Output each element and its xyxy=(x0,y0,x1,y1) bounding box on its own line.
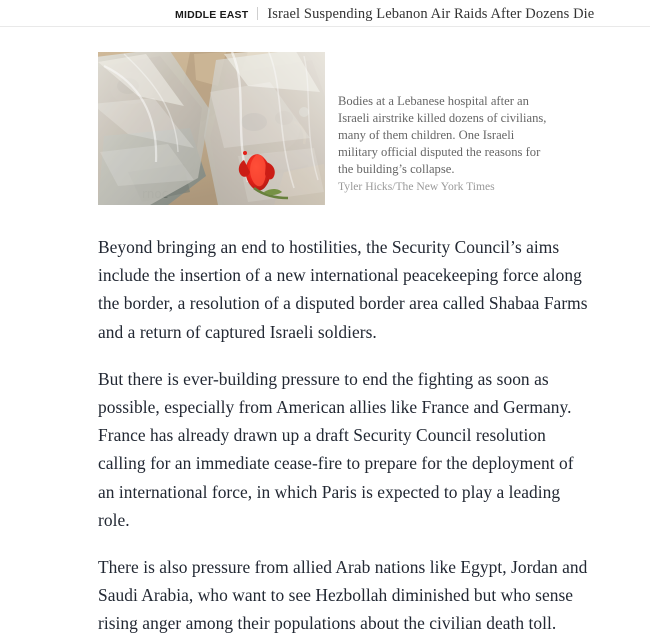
section-kicker-middle-east[interactable]: MIDDLE EAST xyxy=(175,9,249,21)
article-body xyxy=(98,233,590,638)
article-photo[interactable] xyxy=(98,52,325,205)
article-paragraph-2: But there is ever-building pressure to end the fighting as soon as possible, especially from American allies like France and Germany. France has already drawn up a draft Security Council resolution calling for an immediate cease-fire to prepare for the deployment of an international force, in which Paris is expected to play a leading role. xyxy=(98,368,574,530)
article-paragraph-3: There is also pressure from allied Arab nations like Egypt, Jordan and Saudi Arabia, who want to see Hezbollah diminished but who sense rising anger among their populations about the civilian death toll. xyxy=(98,557,588,634)
article-topbar xyxy=(0,0,650,27)
figure-caption-block xyxy=(338,93,553,195)
article-headline[interactable]: Israel Suspending Lebanon Air Raids After Dozens Die xyxy=(267,6,595,22)
breadcrumb xyxy=(175,5,594,23)
breadcrumb-divider xyxy=(257,7,258,20)
photo-illustration xyxy=(98,52,325,205)
figure-caption-text: Bodies at a Lebanese hospital after an Israeli airstrike killed dozens of civilians, many of them children. One Israeli military official disputed the reasons for the building’s collapse. xyxy=(338,94,547,176)
figure-credit: Tyler Hicks/The New York Times xyxy=(338,180,495,193)
article-paragraph-1: Beyond bringing an end to hostilities, the Security Council’s aims include the insertion of a new international peacekeeping force along the border, a resolution of a disputed border area called Shabaa Farms and a return of captured Israeli soldiers. xyxy=(98,237,588,342)
article-figure xyxy=(98,52,325,205)
